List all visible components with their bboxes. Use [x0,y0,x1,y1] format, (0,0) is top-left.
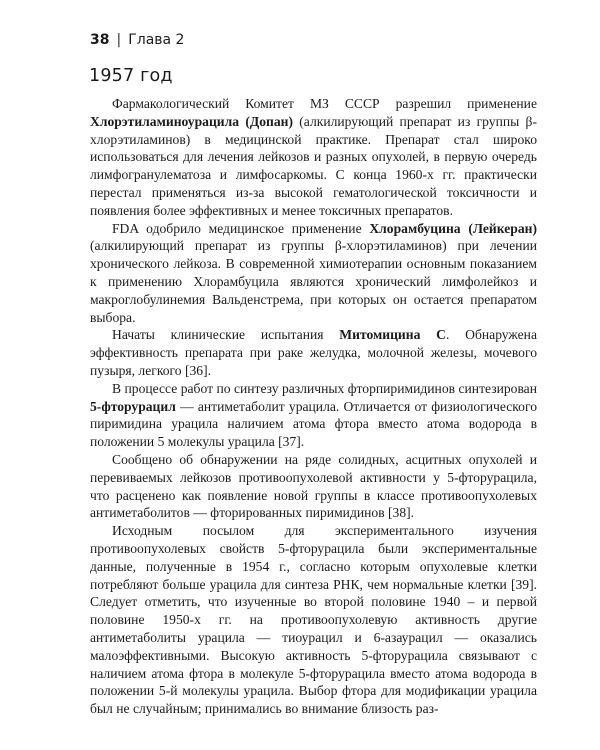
page-number: 38 [90,32,110,48]
drug-name-chlorambucil: Хлорамбуцина (Лейкеран) [369,220,537,236]
paragraph-fluorouracil-synthesis: В процессе работ по синтезу различных фторпиримидинов синтезирован 5-фторурацил — антиметаболит урацила. Отличается от физиологического пиримидина урацила наличием атома фтора вместо атома водорода в положении 5 молекулы урацила [37]. [90,380,537,450]
paragraph-background: Исходным посылом для экспериментального изучения противоопухолевых свойств 5-фторурацила были экспериментальные данные, полученные в 1954 г., согласно которым опухолевые клетки потребляют больше урацила для синтеза РНК, чем нормальные клетки [39]. Следует отметить, что изученные во второй половине 1940 – и первой половине 1950-х гг. на противоопухолевую активность другие антиметаболиты урацила — тиоурацил и 6-азаурацил — оказались малоэффективными. Высокую активность 5-фторурацила связывают с наличием атома фтора в молекуле 5-фторурацила вместо атома водорода в положении 5-й молекулы урацила. Выбор фтора для модификации урацила был не случайным; принимались во внимание близость раз- [90,523,537,717]
paragraph-chlorambucil: FDA одобрило медицинское применение Хлорамбуцина (Лейкеран) (алкилирующий препарат из группы β-хлорэтиламинов) при лечении хронического лейкоза. В современной химиотерапии основным показанием к применению Хлорамбуцила являются хронический лимфолейкоз и макроглобулинемия Вальденстрема, при которых он остается препаратом выбора. [90,220,537,325]
running-header [90,32,184,48]
paragraph-antitumor-activity: Сообщено об обнаружении на ряде солидных, асцитных опухолей и перевиваемых лейкозов противоопухолевой активности у 5-фторурацила, что расценено как появление новой группы в классе противоопухолевых антиметаболитов — фторированных пиримидинов [38]. [90,451,537,521]
paragraph-dopan: Фармакологический Комитет МЗ СССР разрешил применение Хлорэтиламиноурацила (Допан) (алкилирующий препарат из группы β-хлорэтиламинов) в медицинской практике. Препарат стал широко использоваться для лечения лейкозов и разных опухолей, в первую очередь лимфогранулематоза и лимфосаркомы. С конца 1960-х гг. практически перестал применяться из-за высокой гематологической токсичности и появления более эффективных и менее токсичных препаратов. [90,96,537,218]
paragraph-mitomycin: Начаты клинические испытания Митомицина С. Обнаружена эффективность препарата при раке желудка, молочной железы, мочевого пузыря, легкого [36]. [90,327,537,378]
section-title: 1957 год [89,66,173,86]
drug-name-dopan: Хлорэтиламиноурацила (Допан) [90,113,293,129]
header-separator: | [116,32,122,48]
body-text [90,95,537,718]
drug-name-mitomycin: Митомицина С [339,327,446,343]
drug-name-fluorouracil: 5-фторурацил [90,398,176,414]
chapter-label: Глава 2 [128,32,185,48]
